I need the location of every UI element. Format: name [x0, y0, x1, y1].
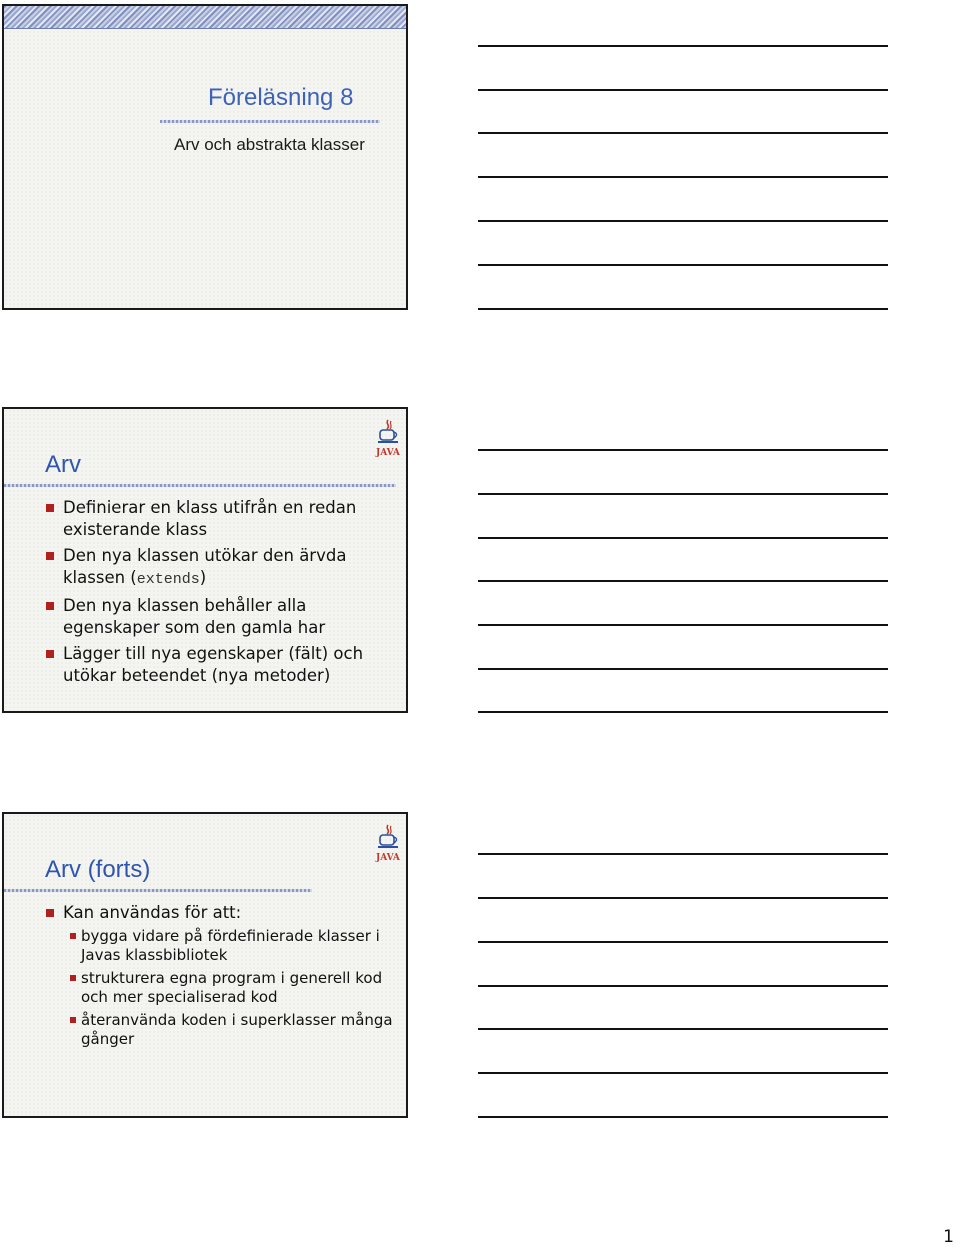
sub-list-item: återanvända koden i superklasser många gånger: [4, 1011, 406, 1049]
slide-title: Arv (forts): [45, 856, 151, 883]
list-item-text: Den nya klassen utökar den ärvda klassen (: [63, 546, 347, 587]
notes-line: [478, 449, 888, 451]
notes-line: [478, 624, 888, 626]
list-item: Kan användas för att:: [4, 902, 406, 924]
title-underline-rule: [160, 120, 380, 123]
list-item: Lägger till nya egenskaper (fält) och utökar beteendet (nya metoder): [4, 643, 406, 687]
bullet-list: [4, 497, 406, 687]
notes-line: [478, 1116, 888, 1118]
svg-text:JAVA: JAVA: [376, 448, 400, 457]
decorative-header-band: [4, 6, 406, 29]
notes-line: [478, 176, 888, 178]
svg-text:JAVA: JAVA: [376, 853, 400, 862]
title-underline-rule: [4, 484, 396, 487]
notes-line: [478, 985, 888, 987]
list-item: Definierar en klass utifrån en redan existerande klass: [4, 497, 406, 541]
bullet-list: [4, 902, 406, 1049]
notes-line: [478, 1072, 888, 1074]
slide-arv: [2, 407, 408, 713]
notes-line: [478, 711, 888, 713]
list-item: [4, 545, 406, 591]
slide-title: Arv: [45, 451, 81, 478]
notes-line: [478, 580, 888, 582]
title-underline-rule: [4, 889, 312, 892]
slide-title: Föreläsning 8: [208, 84, 354, 111]
notes-line: [478, 1028, 888, 1030]
slide-subtitle: Arv och abstrakta klasser: [174, 135, 365, 154]
sub-list-item: strukturera egna program i generell kod och mer specialiserad kod: [4, 969, 406, 1007]
notes-line: [478, 668, 888, 670]
slide-arv-forts: [2, 812, 408, 1118]
java-logo-icon: [375, 822, 401, 862]
slide-title-slide: [2, 4, 408, 310]
notes-line: [478, 89, 888, 91]
notes-line: [478, 853, 888, 855]
list-item: Den nya klassen behåller alla egenskaper som den gamla har: [4, 595, 406, 639]
notes-line: [478, 308, 888, 310]
notes-line: [478, 941, 888, 943]
notes-line: [478, 45, 888, 47]
notes-line: [478, 493, 888, 495]
java-logo-icon: [375, 417, 401, 457]
page-number: 1: [943, 1227, 954, 1247]
notes-line: [478, 897, 888, 899]
notes-line: [478, 220, 888, 222]
notes-line: [478, 264, 888, 266]
code-keyword: extends: [136, 571, 200, 588]
list-item-text: ): [199, 568, 207, 587]
sub-list-item: bygga vidare på fördefinierade klasser i Javas klassbibliotek: [4, 927, 406, 965]
notes-line: [478, 537, 888, 539]
notes-line: [478, 132, 888, 134]
